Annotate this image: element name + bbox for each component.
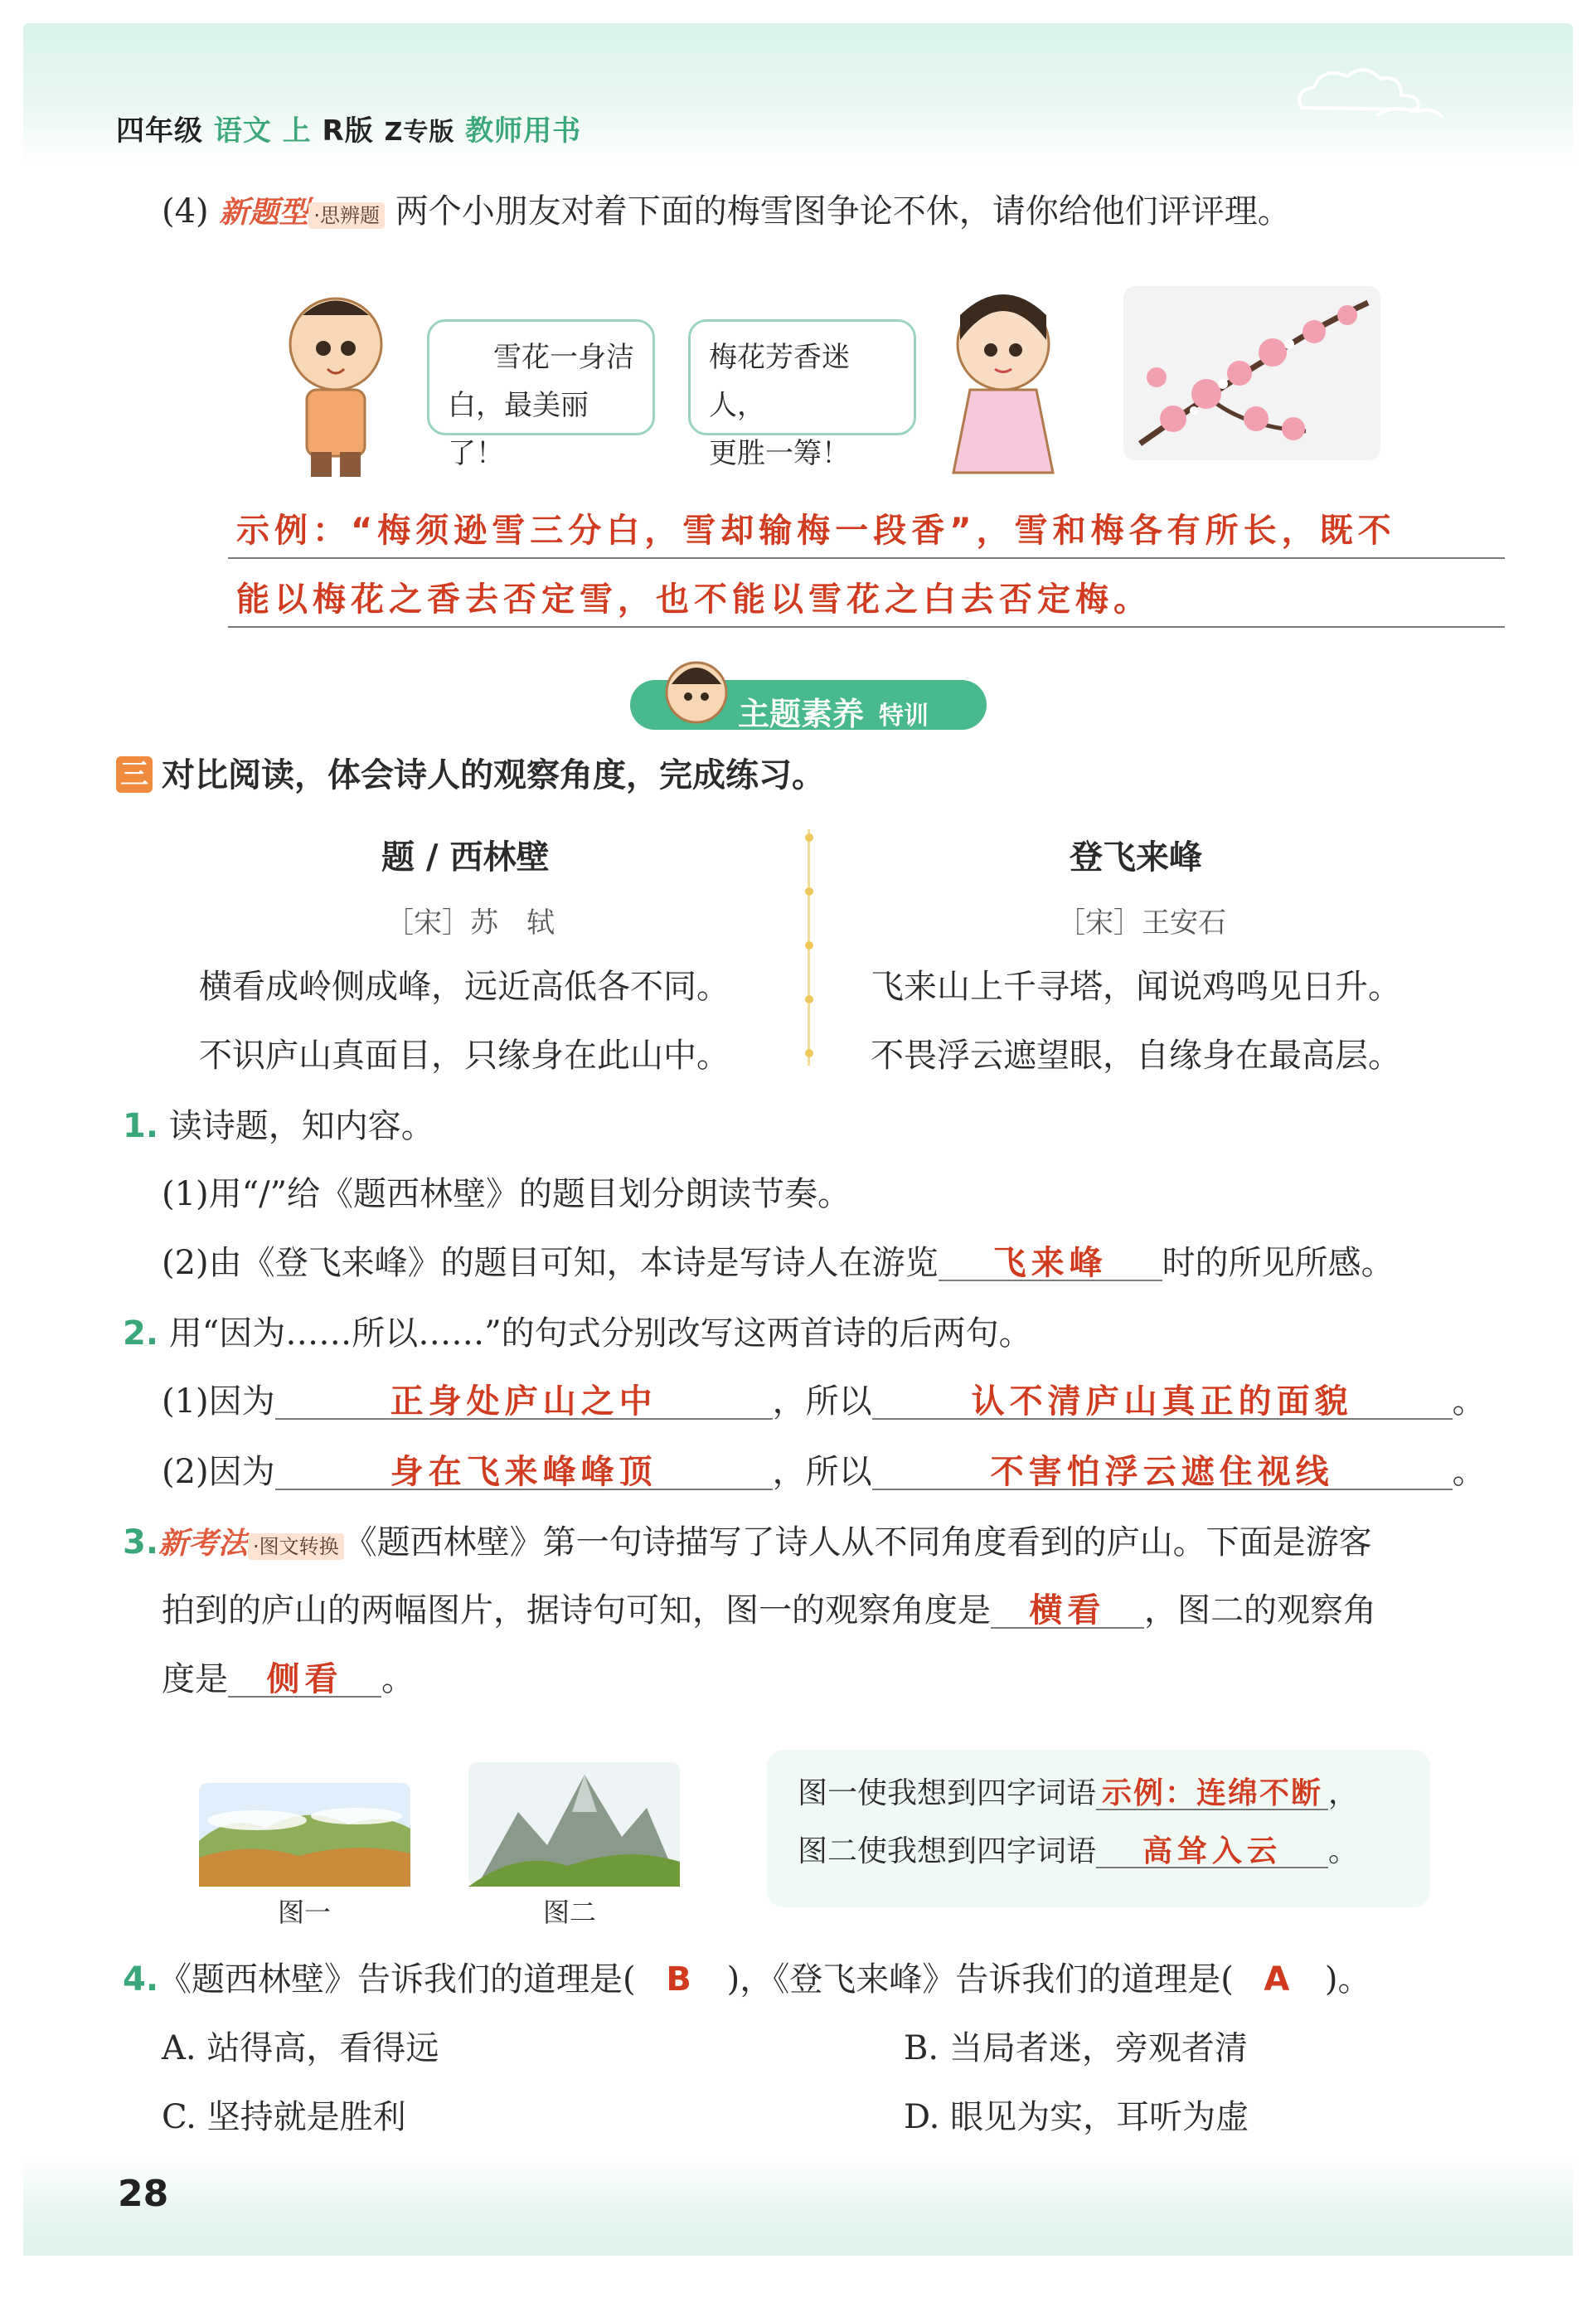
book-header xyxy=(116,108,581,148)
cloud-decoration-icon xyxy=(1277,58,1459,133)
q3-text-line3-prefix: 度是 xyxy=(162,1660,228,1698)
section-title: 对比阅读，体会诗人的观察角度，完成练习。 xyxy=(162,756,825,794)
q3-text-line3-suffix: 。 xyxy=(381,1660,415,1698)
q4-option-c: C. 坚持就是胜利 xyxy=(162,2098,406,2136)
speech-bubble-left xyxy=(427,319,655,470)
q3-text-line1: 《题西林壁》第一句诗描写了诗人从不同角度看到的庐山。下面是游客 xyxy=(343,1523,1372,1562)
fill1-suffix: ， xyxy=(1328,1776,1359,1810)
q4-option-d: D. 眼见为实，耳听为虚 xyxy=(904,2098,1249,2136)
q2-text: 用“因为……所以……”的句式分别改写这两首诗的后两句。 xyxy=(168,1314,1032,1353)
fill2-answer: 高耸入云 xyxy=(1096,1837,1328,1868)
poem2-line2: 不畏浮云遮望眼，自缘身在最高层。 xyxy=(871,1037,1401,1075)
divider-dot xyxy=(805,833,813,842)
footer-band xyxy=(23,2156,1573,2256)
fill1-line xyxy=(798,1776,1359,1810)
q4-option-a: A. 站得高，看得远 xyxy=(162,2029,439,2067)
q1-text: 读诗题，知内容。 xyxy=(168,1107,434,1145)
q4-answer-a: B xyxy=(666,1960,696,1999)
q1-line xyxy=(123,1107,434,1145)
speech-bubble-right xyxy=(688,319,916,470)
answer-rule-1 xyxy=(228,557,1505,559)
page-number: 28 xyxy=(118,2173,169,2215)
fill1-answer: 示例：连绵不断 xyxy=(1096,1779,1328,1810)
q4-part-label: (4) xyxy=(162,192,209,231)
boy-character-icon xyxy=(265,282,406,481)
section-number-badge: 三 xyxy=(116,756,153,793)
q1-part2-answer: 飞来峰 xyxy=(939,1246,1162,1281)
figure2-lushan-side-image xyxy=(468,1762,680,1887)
figure2-caption: 图二 xyxy=(543,1897,597,1928)
q2-part1-line xyxy=(162,1382,1486,1421)
fill1-prefix: 图一使我想到四字词语 xyxy=(798,1776,1097,1810)
q4-part-prompt-line xyxy=(162,192,1291,231)
q3-line1 xyxy=(123,1523,1372,1562)
q1-part2-prefix: (2)由《登飞来峰》的题目可知，本诗是写诗人在游览 xyxy=(162,1244,939,1282)
bubble-right-line2: 更胜一筹！ xyxy=(709,437,850,470)
fill2-prefix: 图二使我想到四字词语 xyxy=(798,1834,1097,1868)
q4-part-prompt: 两个小朋友对着下面的梅雪图争论不休，请你给他们评评理。 xyxy=(395,192,1291,231)
poem2-title: 登飞来峰 xyxy=(1070,838,1202,877)
poem2-line1: 飞来山上千寻塔，闻说鸡鸣见日升。 xyxy=(871,968,1401,1006)
q1-part2-line xyxy=(162,1246,1395,1281)
header-book-type: 教师用书 xyxy=(465,114,582,148)
q3-text-line2-prefix: 拍到的庐山的两幅图片，据诗句可知，图一的观察角度是 xyxy=(162,1591,991,1630)
q2-number: 2. xyxy=(123,1314,159,1353)
poem1-line1: 横看成岭侧成峰，远近高低各不同。 xyxy=(199,968,730,1006)
divider-dot xyxy=(805,995,813,1003)
q2-part2-answer-b: 不害怕浮云遮住视线 xyxy=(872,1455,1453,1490)
new-type-badge: 新题型 xyxy=(219,196,309,230)
q4-answer-b: A xyxy=(1264,1960,1295,1999)
mascot-icon xyxy=(663,655,730,730)
poem1-author: ［宋］苏 轼 xyxy=(386,906,555,940)
q3-text-line2-suffix: ，图二的观察角 xyxy=(1144,1591,1376,1630)
figure1-lushan-horizontal-image xyxy=(199,1783,410,1887)
q2-part2-mid: ，所以 xyxy=(772,1453,872,1491)
q3-answer-2: 侧看 xyxy=(228,1663,381,1698)
header-z-edition: Z专版 xyxy=(384,118,455,147)
section-banner-sub: 特训 xyxy=(879,702,929,731)
section-banner xyxy=(630,680,987,730)
q2-line xyxy=(123,1314,1032,1353)
new-method-badge: 新考法 xyxy=(158,1527,249,1561)
q4-option-b: B. 当局者迷，旁观者清 xyxy=(904,2029,1248,2067)
q4-part-answer-line2: 能以梅花之香去否定雪，也不能以雪花之白去否定梅。 xyxy=(236,580,1152,619)
header-subject: 语文 xyxy=(213,114,272,148)
bubble-left-line1: 雪花一身洁 xyxy=(493,341,634,374)
q4-part-answer-line1: 示例：“梅须逊雪三分白，雪却输梅一段香”，雪和梅各有所长，既不 xyxy=(236,512,1396,550)
q2-part1-label: (1)因为 xyxy=(162,1382,275,1421)
figure1-caption: 图一 xyxy=(278,1897,332,1928)
q2-part2-line xyxy=(162,1455,1486,1490)
answer-rule-2 xyxy=(228,626,1505,628)
girl-character-icon xyxy=(929,282,1078,481)
q2-part1-mid: ，所以 xyxy=(772,1382,872,1421)
section-banner-main: 主题素养 xyxy=(738,696,865,732)
image-text-tag: ·图文转换 xyxy=(248,1533,344,1560)
q3-answer-1: 横看 xyxy=(991,1594,1144,1629)
q4-number: 4. xyxy=(123,1960,159,1999)
q4-text-a: 《题西林壁》告诉我们的道理是( xyxy=(158,1960,636,1999)
header-edition: R版 xyxy=(322,114,374,148)
q1-part1: (1)用“/”给《题西林壁》的题目划分朗读节奏。 xyxy=(162,1175,851,1213)
fill2-line xyxy=(798,1834,1359,1868)
q1-part2-suffix: 时的所见所感。 xyxy=(1162,1244,1395,1282)
fill2-suffix: 。 xyxy=(1328,1834,1359,1868)
q1-number: 1. xyxy=(123,1107,159,1145)
poem1-title: 题 / 西林壁 xyxy=(381,838,550,877)
q3-line3 xyxy=(162,1660,415,1698)
poem2-author: ［宋］王安石 xyxy=(1057,906,1226,940)
q2-part1-answer-b: 认不清庐山真正的面貌 xyxy=(872,1385,1453,1420)
q2-part1-end: 。 xyxy=(1452,1382,1486,1421)
divider-dot xyxy=(805,887,813,896)
q2-part2-end: 。 xyxy=(1452,1453,1486,1491)
divider-dot xyxy=(805,1049,813,1057)
q3-line2 xyxy=(162,1591,1376,1630)
q4-text-b: )，《登飞来峰》告诉我们的道理是( xyxy=(726,1960,1234,1999)
q4-line xyxy=(123,1960,1371,1999)
bubble-right-line1: 梅花芳香迷人， xyxy=(709,341,850,422)
q2-part2-label: (2)因为 xyxy=(162,1453,275,1491)
word-fill-box xyxy=(767,1750,1430,1907)
plum-blossom-snow-image xyxy=(1123,286,1380,460)
q3-number: 3. xyxy=(123,1523,159,1562)
header-volume: 上 xyxy=(282,114,312,148)
divider-dot xyxy=(805,941,813,950)
poem1-line2: 不识庐山真面目，只缘身在此山中。 xyxy=(199,1037,730,1075)
q2-part1-answer-a: 正身处庐山之中 xyxy=(275,1385,773,1420)
header-grade: 四年级 xyxy=(116,114,203,148)
bubble-left-line2: 白，最美丽了！ xyxy=(448,389,589,470)
q4-text-c: )。 xyxy=(1324,1960,1371,1999)
q2-part2-answer-a: 身在飞来峰峰顶 xyxy=(275,1455,773,1490)
debate-tag: ·思辨题 xyxy=(308,202,385,229)
